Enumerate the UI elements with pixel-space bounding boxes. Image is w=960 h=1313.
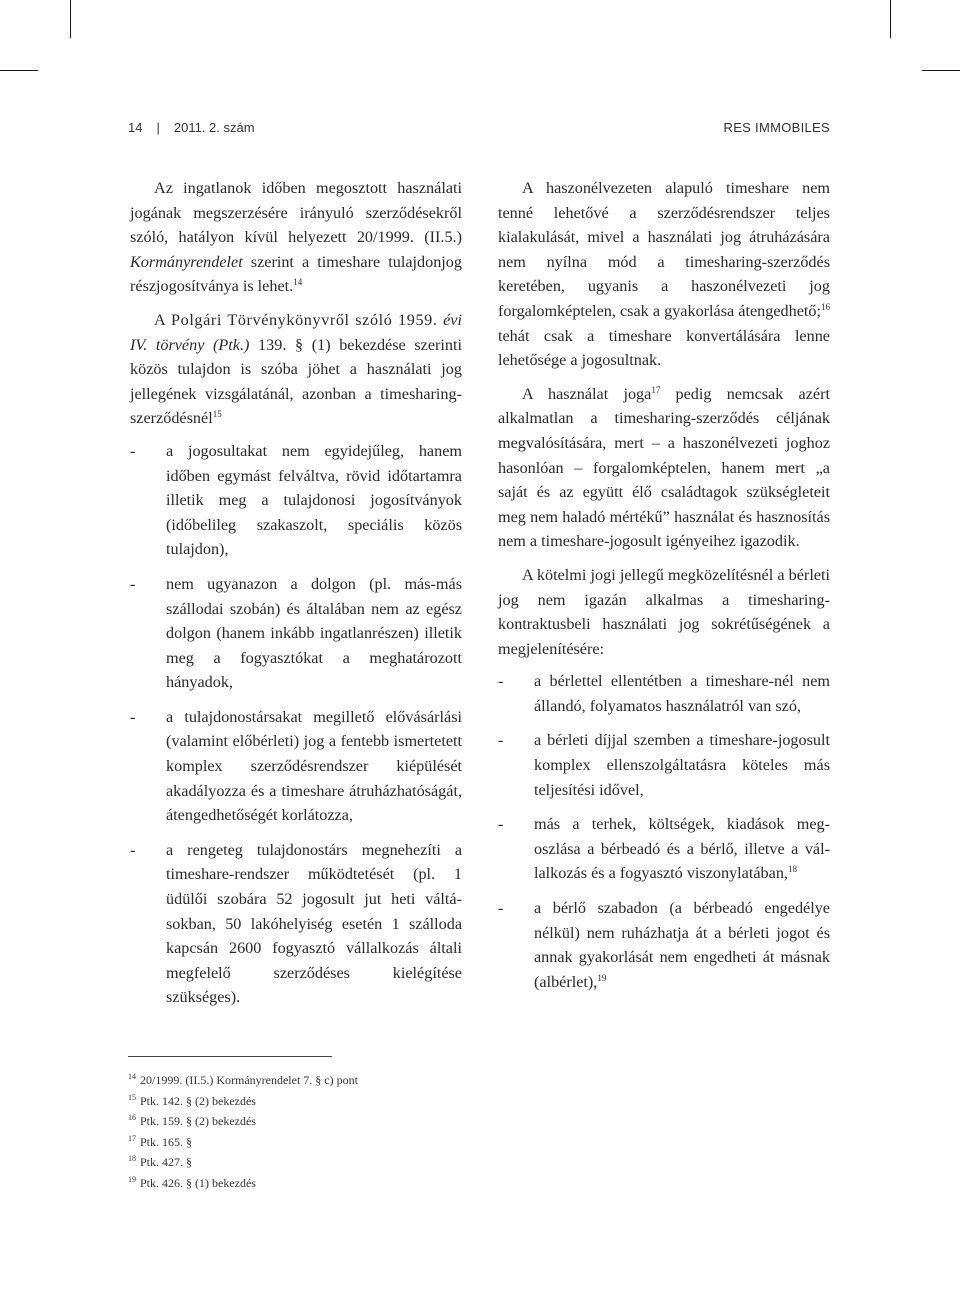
footnote-text: Ptk. 159. § (2) bekezdés xyxy=(140,1114,256,1128)
footnotes xyxy=(128,1070,358,1193)
dash-list xyxy=(130,439,462,1010)
list-item-text: a bérlettel ellentétben a timeshare-nél nem állandó, folyamatos használatról van szó, xyxy=(534,672,830,715)
footnote xyxy=(128,1091,358,1112)
paragraph-text: A használat joga xyxy=(522,384,652,403)
paragraph-kotelmi: A kötelmi jogi jellegű megközelítésnél a bérleti jog nem igazán alkalmas a timesharing-kontraktusbeli használati jog sokrétűségének a megjelenítésére: xyxy=(498,565,830,658)
left-column xyxy=(130,176,462,1020)
crop-mark-top-right-v xyxy=(890,0,891,38)
paragraph-text: szerint a timeshare tulajdonjog részjogosítványa is lehet. xyxy=(130,252,462,296)
list-item: - a rengeteg tulajdonostárs megnehezíti a timeshare-rendszer működtetését (pl. 1 üdülői szobára 52 jogosult jut heti váltásokban, 50 lakóhelyiség esetén 1 szálloda kapcsán 2600 fogyasztó vállalkozás általi megfelelő szerződéses kielégítése szükséges). xyxy=(130,838,462,1010)
paragraph-haszonelvezet xyxy=(498,176,830,373)
footnote-ref[interactable]: 14 xyxy=(293,277,303,288)
list-item xyxy=(498,896,830,994)
dash-list xyxy=(498,669,830,994)
footnote-text: Ptk. 426. § (1) bekezdés xyxy=(140,1175,256,1190)
list-item-text: más a terhek, költségek, kiadások megoszlása a bérbeadó és a bérlő, illetve a vállalkozás és a fogyasztó viszonylatában, xyxy=(534,815,830,883)
footnote-ref[interactable]: 17 xyxy=(651,384,661,395)
list-item xyxy=(498,728,830,802)
issue-label: 2011. 2. szám xyxy=(173,120,255,135)
footnote-number: 17 xyxy=(128,1133,136,1143)
paragraph-text: A Polgári Törvénykönyvről szóló 1959. xyxy=(154,310,444,329)
footnote xyxy=(128,1173,358,1194)
footnote-ref[interactable]: 19 xyxy=(597,972,607,983)
paragraph-text: Az ingatlanok időben megosztott használati jogának megszerzésére irányuló szerződésekről szóló, hatályon kívül helyezett 20/1999. (II.5.) xyxy=(130,179,462,247)
header-separator: | xyxy=(156,120,160,135)
footnote xyxy=(128,1152,358,1173)
footnote-number: 16 xyxy=(128,1113,136,1122)
footnote-number: 14 xyxy=(128,1072,136,1081)
paragraph-intro xyxy=(130,176,462,299)
journal-title: RES IMMOBILES xyxy=(723,120,830,135)
running-header xyxy=(128,120,830,140)
footnote xyxy=(128,1111,358,1132)
footnote-ref[interactable]: 16 xyxy=(821,301,830,312)
footnote xyxy=(128,1132,358,1153)
right-column xyxy=(498,176,830,1004)
footnote-rule xyxy=(128,1056,332,1057)
footnote-text: Ptk. 142. § (2) bekezdés xyxy=(140,1093,256,1108)
list-item: - a tulajdonostársakat megillető elővásárlási (valamint előbérleti) jog a fentebb ismertetett komplex szerződésrendszer kiépülését akadályozza és a timeshare átruházhatóságát, átengedhetőségét korlátozza, xyxy=(130,705,462,828)
footnote-ref[interactable]: 18 xyxy=(787,864,797,875)
list-item xyxy=(498,812,830,886)
paragraph-text: A haszonélvezeten alapuló timeshare nem tenné lehetővé a szerződésrendszer teljes kialakulását, mivel a használati jog átruházására nem nyílna mód a timesharing-szerződés keretében, ugyanis a haszonélvezeti jog forgalomképtelen, csak a gyakorlása átengedhető; xyxy=(498,179,830,320)
crop-mark-top-left-h xyxy=(0,70,38,71)
list-item-text: a bérleti díjjal szemben a timeshare-jogosult komplex ellenszolgáltatásra köteles más teljesítési idővel, xyxy=(534,731,830,799)
footnote-ref[interactable]: 15 xyxy=(212,409,222,420)
list-item: - a jogosultakat nem egyidejűleg, hanem időben egymást felváltva, rövid időtartamra illetik meg a tulajdonosi jogosítványok (időbelileg szakaszolt, speciális közös tulajdon), xyxy=(130,439,462,562)
italic-text: évi IV. törvény (Ptk.) xyxy=(130,310,462,354)
paragraph-hasznalat xyxy=(498,382,830,554)
footnote-text: 20/1999. (II.5.) Kormányrendelet 7. § c) pont xyxy=(140,1073,358,1087)
list-item: - nem ugyanazon a dolgon (pl. más-más szállodai szobán) és általában nem az egész dolgon (hanem inkább ingatlanrészen) illetik meg a fogyasztókat a meghatározott hányadok, xyxy=(130,572,462,695)
paragraph-ptk xyxy=(130,308,462,431)
footnote-number: 18 xyxy=(128,1154,136,1163)
paragraph-text: tehát csak a timeshare konvertálására lenne lehetősége a jogosultnak. xyxy=(498,326,830,370)
crop-mark-top-right-h xyxy=(922,70,960,71)
crop-mark-top-left-v xyxy=(70,0,71,38)
footnote-number: 19 xyxy=(128,1174,136,1184)
footnote-text: Ptk. 165. § xyxy=(140,1134,193,1149)
list-item-text: a bérlő szabadon (a bérbeadó engedélye nélkül) nem ruházhatja át a bérleti jogot és annak gyakorlását nem engedheti át másnak (albérlet), xyxy=(534,899,830,991)
paragraph-text: pedig nemcsak azért alkalmatlan a timesharing-szerződés céljának megvalósítására, mert – a haszonélvezeti joghoz hasonlóan – forgalomképtelen, hanem mert „a saját és az együtt élő családtagok szükségleteit meg nem haladó mértékű” használat és hasznosítás nem a timeshare-jogosult igényeihez igazodik. xyxy=(498,384,830,551)
list-item xyxy=(498,669,830,718)
footnote-number: 15 xyxy=(128,1092,136,1102)
header-left xyxy=(128,120,255,135)
page-number: 14 xyxy=(128,120,143,135)
paragraph-text: 139. § (1) bekezdése szerinti közös tulajdon is szóba jöhet a használati jog jellegének vizsgálatánál, azonban a timesharing-szerződésnél xyxy=(130,335,462,428)
footnote xyxy=(128,1070,358,1091)
italic-text: Kormányrendelet xyxy=(130,252,243,271)
footnote-text: Ptk. 427. § xyxy=(140,1155,193,1169)
